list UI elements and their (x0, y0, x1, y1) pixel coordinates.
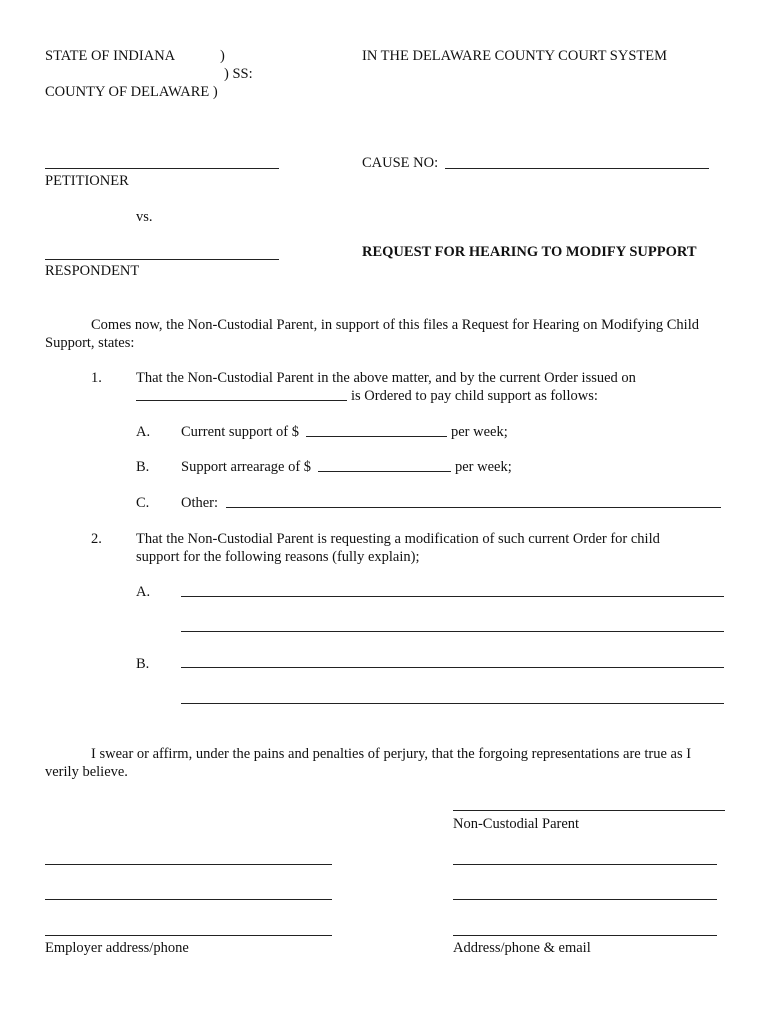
court-label: IN THE DELAWARE COUNTY COURT SYSTEM (362, 48, 668, 64)
other-label: Other: (181, 495, 219, 511)
respondent-label: RESPONDENT (45, 263, 140, 279)
item-1-line-2: is Ordered to pay child support as follows: (351, 388, 598, 404)
employer-line-1[interactable] (45, 864, 332, 865)
employer-label: Employer address/phone (45, 940, 189, 956)
ncp-signature-line[interactable] (453, 810, 725, 811)
reason-b-line-2[interactable] (181, 703, 724, 704)
item-1b-label: B. (136, 459, 150, 475)
item-2b-label: B. (136, 656, 150, 672)
current-support-label: Current support of $ (181, 424, 299, 440)
item-1a-label: A. (136, 424, 151, 440)
respondent-blank[interactable] (45, 259, 279, 260)
item-2-line-1: That the Non-Custodial Parent is requesting a modification of such current Order for child (136, 531, 660, 547)
address-label: Address/phone & email (453, 940, 591, 956)
reason-a-line-2[interactable] (181, 631, 724, 632)
caption-paren: ) (220, 48, 225, 64)
other-blank[interactable] (226, 507, 721, 508)
item-1-number: 1. (91, 370, 102, 386)
ncp-label: Non-Custodial Parent (453, 816, 580, 832)
reason-b-line-1[interactable] (181, 667, 724, 668)
arrearage-blank[interactable] (318, 471, 451, 472)
vs-label: vs. (136, 209, 153, 225)
intro-line-1: Comes now, the Non-Custodial Parent, in support of this files a Request for Hearing on Modifying Child (91, 317, 699, 333)
intro-line-2: Support, states: (45, 335, 135, 351)
oath-line-1: I swear or affirm, under the pains and penalties of perjury, that the forgoing representations are true as I (91, 746, 692, 762)
document-title: REQUEST FOR HEARING TO MODIFY SUPPORT (362, 244, 697, 260)
item-1c-label: C. (136, 495, 150, 511)
petitioner-label: PETITIONER (45, 173, 129, 189)
oath-line-2: verily believe. (45, 764, 128, 780)
employer-line-2[interactable] (45, 899, 332, 900)
state-label: STATE OF INDIANA (45, 48, 176, 64)
arrearage-label: Support arrearage of $ (181, 459, 312, 475)
cause-no-label: CAUSE NO: (362, 155, 439, 171)
county-label: COUNTY OF DELAWARE ) (45, 84, 218, 100)
arrearage-unit: per week; (455, 459, 512, 475)
employer-line-3[interactable] (45, 935, 332, 936)
item-2a-label: A. (136, 584, 151, 600)
reason-a-line-1[interactable] (181, 596, 724, 597)
cause-no-blank[interactable] (445, 168, 709, 169)
item-2-line-2: support for the following reasons (fully explain); (136, 549, 420, 565)
address-line-2[interactable] (453, 899, 717, 900)
petitioner-blank[interactable] (45, 168, 279, 169)
address-line-1[interactable] (453, 864, 717, 865)
item-1-line-1: That the Non-Custodial Parent in the above matter, and by the current Order issued on (136, 370, 636, 386)
current-support-blank[interactable] (306, 436, 447, 437)
ss-label: ) SS: (224, 66, 253, 82)
order-date-blank[interactable] (136, 400, 347, 401)
item-2-number: 2. (91, 531, 102, 547)
address-line-3[interactable] (453, 935, 717, 936)
current-support-unit: per week; (451, 424, 508, 440)
